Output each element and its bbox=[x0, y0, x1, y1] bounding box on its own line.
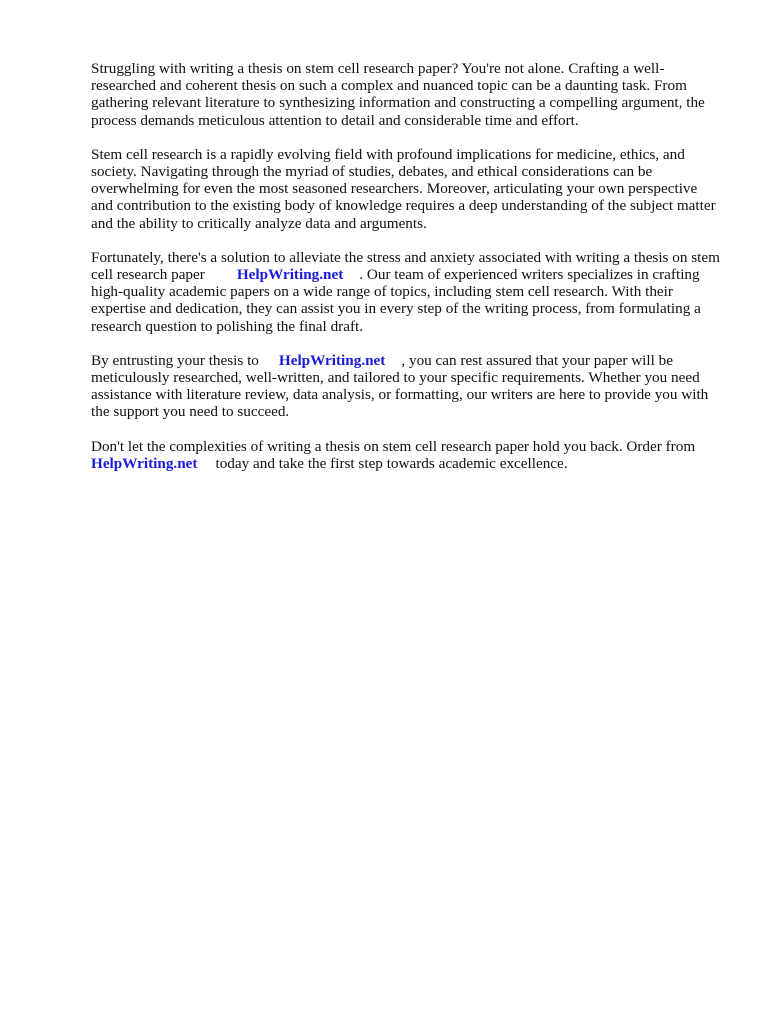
paragraph-solution-text-after: . Our team of experienced writers specializes in crafting high-quality academic papers on a wide range of topics, including stem cell research. With their expertise and dedication, they can assist you in every step of the writing process, from formulating a research question to polishing the final draft. bbox=[91, 266, 701, 335]
paragraph-entrust bbox=[91, 352, 721, 421]
paragraph-entrust-text-after: , you can rest assured that your paper will be meticulously researched, well-written, and tailored to your specific requirements. Whether you need assistance with literature review, data analysis, or formatting, our writers are here to provide you with the support you need to succeed. bbox=[91, 351, 709, 421]
helpwriting-link-2[interactable]: HelpWriting.net bbox=[278, 351, 386, 369]
paragraph-solution bbox=[91, 249, 721, 335]
paragraph-intro-text: Struggling with writing a thesis on stem cell research paper? You're not alone. Crafting a well-researched and coherent thesis on such a complex and nuanced topic can be a daunting task. From gathering relevant literature to synthesizing information and constructing a compelling argument, the process demands meticulous attention to detail and considerable time and effort. bbox=[91, 60, 705, 129]
paragraph-entrust-text-before: By entrusting your thesis to bbox=[91, 351, 259, 369]
paragraph-field-text: Stem cell research is a rapidly evolving field with profound implications for medicine, ethics, and society. Navigating through the myriad of studies, debates, and ethical considerations can be overwhelming for even the most seasoned researchers. Moreover, articulating your own perspective and contribution to the existing body of knowledge requires a deep understanding of the subject matter and the ability to critically analyze data and arguments. bbox=[91, 145, 716, 232]
paragraph-field bbox=[91, 146, 721, 232]
paragraph-order bbox=[91, 438, 721, 472]
helpwriting-link-3[interactable]: HelpWriting.net bbox=[91, 454, 198, 472]
paragraph-solution-text-before: Fortunately, there's a solution to alleviate the stress and anxiety associated with writing a thesis on stem cell research paper bbox=[91, 248, 720, 284]
helpwriting-link-1[interactable]: HelpWriting.net bbox=[236, 266, 344, 284]
paragraph-intro bbox=[91, 60, 721, 129]
document-body bbox=[91, 60, 721, 489]
paragraph-order-text-before: Don't let the complexities of writing a thesis on stem cell research paper hold you back. Order from bbox=[91, 437, 696, 455]
paragraph-order-text-after: today and take the first step towards academic excellence. bbox=[215, 454, 568, 472]
